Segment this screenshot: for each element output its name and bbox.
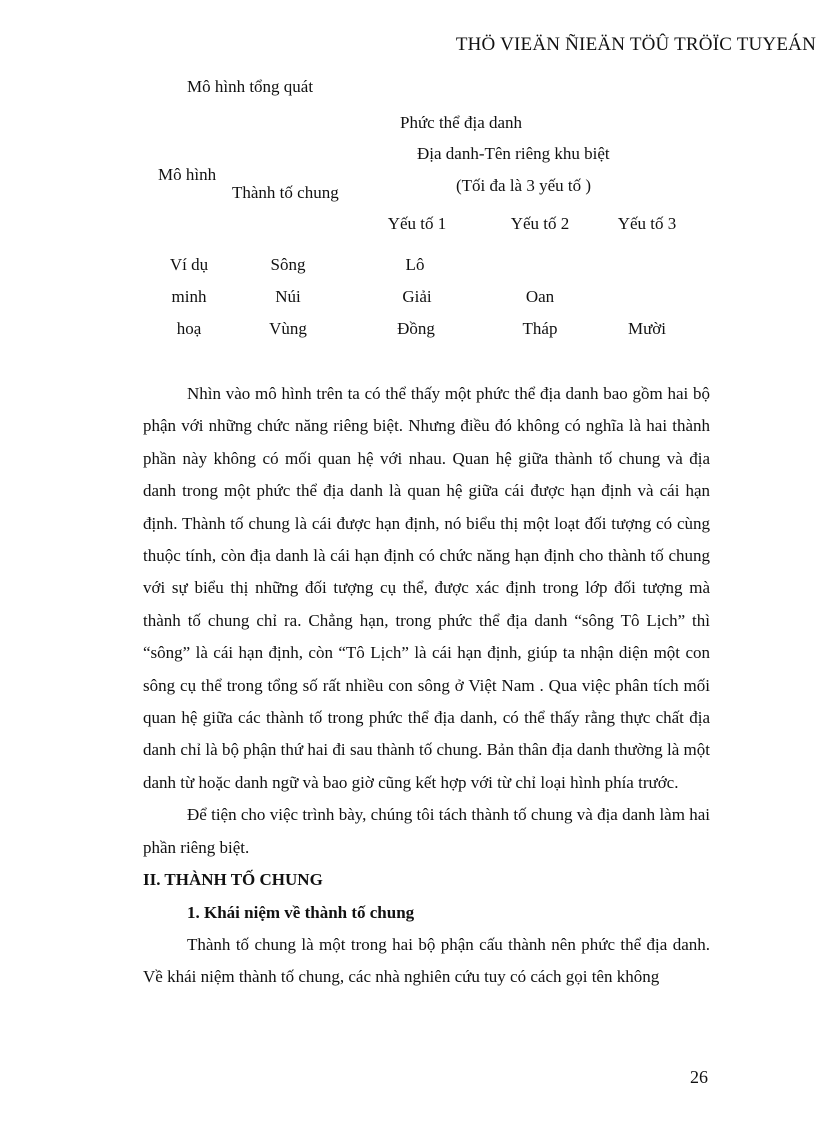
table-cell-element-2: Tháp <box>522 319 558 338</box>
table-cell-element-1: Giải <box>402 287 432 306</box>
paragraph: Nhìn vào mô hình trên ta có thể thấy một phức thể địa danh bao gồm hai bộ phận với những chức năng riêng biệt. Nhưng điều đó không có nghĩa là hai thành phần này không có mối quan hệ với nhau. Quan hệ giữa thành tố chung và địa danh trong một phức thể địa danh là quan hệ giữa cái được hạn định và cái hạn định. Thành tố chung là cái được hạn định, nó biểu thị một loạt đối tượng có cùng thuộc tính, còn địa danh là cái hạn định có chức năng hạn định cho thành tố chung với sự biểu thị những đối tượng cụ thể, được xác định trong lớp đối tượng mà thành tố chung chỉ ra. Chẳng hạn, trong phức thể địa danh “sông Tô Lịch” thì “sông” là cái hạn định, còn “Tô Lịch” là cái hạn định, giúp ta nhận diện một con sông cụ thể trong tổng số rất nhiều con sông ở Việt Nam . Qua việc phân tích mối quan hệ giữa các thành tố trong phức thể địa danh, có thể thấy rằng thực chất địa danh chỉ là bộ phận thứ hai đi sau thành tố chung. Bản thân địa danh thường là một danh từ hoặc danh ngữ và bao giờ cũng kết hợp với từ chỉ loại hình phía trước. <box>143 384 710 792</box>
example-label-line: Ví dụ <box>169 255 209 274</box>
table-cell-element-2: Oan <box>525 287 555 306</box>
table-cell-common: Núi <box>275 287 301 306</box>
element-header-2: Yếu tố 2 <box>510 214 570 233</box>
subsection-heading: 1. Khái niệm về thành tố chung <box>187 902 415 922</box>
table-cell-common: Vùng <box>269 319 307 338</box>
page-number: 26 <box>690 1067 708 1087</box>
common-element-label: Thành tố chung <box>232 183 339 202</box>
table-cell-element-3: Mười <box>627 319 667 338</box>
table-cell-element-1: Đồng <box>397 319 435 338</box>
paragraph: Để tiện cho việc trình bày, chúng tôi tách thành tố chung và địa danh làm hai phần riêng biệt. <box>143 805 710 857</box>
complex-place-name-label: Phức thể địa danh <box>400 113 523 132</box>
body-text <box>143 378 710 994</box>
page-header: THÖ VIEÄN ÑIEÄN TÖÛ TRÖÏC TUYEÁN <box>455 34 816 55</box>
paragraph: Thành tố chung là một trong hai bộ phận cấu thành nên phức thể địa danh. Về khái niệm thành tố chung, các nhà nghiên cứu tuy có cách gọi tên không <box>143 934 710 987</box>
max-elements-note: (Tối đa là 3 yếu tố ) <box>456 176 592 195</box>
model-label: Mô hình <box>158 165 217 184</box>
place-name-label: Địa danh-Tên riêng khu biệt <box>417 144 610 163</box>
element-header-3: Yếu tố 3 <box>617 214 677 233</box>
example-label-line: minh <box>171 287 207 306</box>
model-caption: Mô hình tổng quát <box>187 77 314 96</box>
table-cell-element-1: Lô <box>405 255 425 274</box>
element-header-1: Yếu tố 1 <box>387 214 447 233</box>
section-heading: II. THÀNH TỐ CHUNG <box>143 870 323 890</box>
example-label-line: hoạ <box>176 319 202 338</box>
table-cell-common: Sông <box>270 255 306 274</box>
